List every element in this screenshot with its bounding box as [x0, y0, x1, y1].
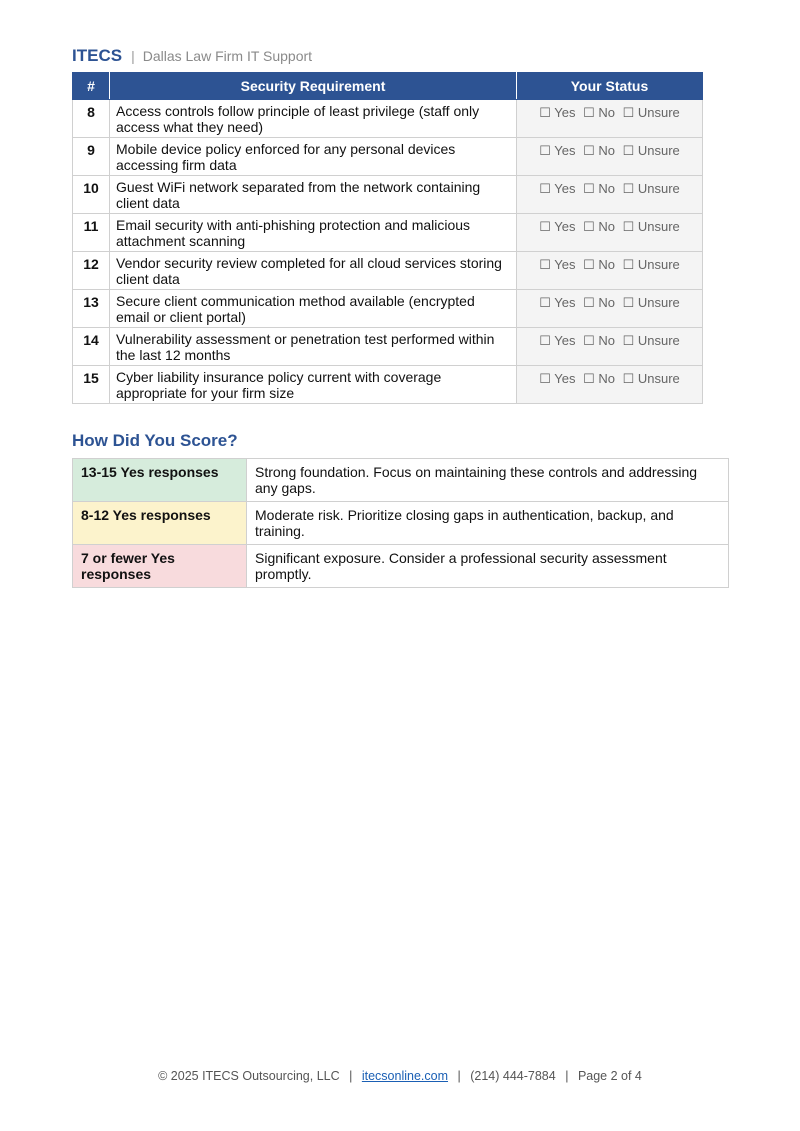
header-separator: | — [131, 48, 135, 64]
checkbox-no[interactable]: ☐ No — [583, 371, 615, 386]
checkbox-no[interactable]: ☐ No — [583, 333, 615, 348]
checkbox-yes[interactable]: ☐ Yes — [539, 295, 576, 310]
column-header-number: # — [73, 73, 110, 100]
status-options — [517, 138, 703, 176]
table-row — [73, 100, 703, 138]
requirement-text: Access controls follow principle of least privilege (staff only access what they need) — [110, 100, 517, 138]
checkbox-yes[interactable]: ☐ Yes — [539, 181, 576, 196]
status-options — [517, 328, 703, 366]
column-header-requirement: Security Requirement — [110, 73, 517, 100]
checkbox-no[interactable]: ☐ No — [583, 143, 615, 158]
page-header — [72, 46, 312, 66]
score-tier-label: 13-15 Yes responses — [73, 459, 247, 502]
table-header-row — [73, 73, 703, 100]
table-row — [73, 366, 703, 404]
table-row — [73, 138, 703, 176]
checkbox-no[interactable]: ☐ No — [583, 257, 615, 272]
checkbox-unsure[interactable]: ☐ Unsure — [622, 181, 680, 196]
page-footer — [0, 1069, 800, 1083]
checkbox-yes[interactable]: ☐ Yes — [539, 257, 576, 272]
checkbox-no[interactable]: ☐ No — [583, 295, 615, 310]
requirement-text: Cyber liability insurance policy current with coverage appropriate for your firm size — [110, 366, 517, 404]
row-number: 8 — [73, 100, 110, 138]
score-tier-description: Moderate risk. Prioritize closing gaps in authentication, backup, and training. — [247, 502, 729, 545]
checkbox-unsure[interactable]: ☐ Unsure — [622, 371, 680, 386]
footer-phone: (214) 444-7884 — [470, 1069, 556, 1083]
footer-website-link[interactable]: itecsonline.com — [361, 1069, 449, 1083]
status-options — [517, 252, 703, 290]
status-options — [517, 176, 703, 214]
score-row-significant — [73, 545, 729, 588]
score-section-title: How Did You Score? — [72, 431, 238, 450]
table-row — [73, 290, 703, 328]
requirement-text: Vulnerability assessment or penetration test performed within the last 12 months — [110, 328, 517, 366]
checkbox-unsure[interactable]: ☐ Unsure — [622, 295, 680, 310]
checkbox-yes[interactable]: ☐ Yes — [539, 143, 576, 158]
checkbox-yes[interactable]: ☐ Yes — [539, 219, 576, 234]
requirement-text: Guest WiFi network separated from the network containing client data — [110, 176, 517, 214]
checkbox-yes[interactable]: ☐ Yes — [539, 333, 576, 348]
row-number: 11 — [73, 214, 110, 252]
checkbox-unsure[interactable]: ☐ Unsure — [622, 257, 680, 272]
score-row-strong — [73, 459, 729, 502]
score-row-moderate — [73, 502, 729, 545]
score-tier-label: 8-12 Yes responses — [73, 502, 247, 545]
requirement-text: Mobile device policy enforced for any personal devices accessing firm data — [110, 138, 517, 176]
footer-page-number: Page 2 of 4 — [577, 1069, 642, 1083]
footer-separator: | — [457, 1069, 461, 1083]
score-tier-description: Strong foundation. Focus on maintaining these controls and addressing any gaps. — [247, 459, 729, 502]
row-number: 13 — [73, 290, 110, 328]
security-checklist-table — [72, 72, 703, 404]
score-tier-description: Significant exposure. Consider a professional security assessment promptly. — [247, 545, 729, 588]
checkbox-unsure[interactable]: ☐ Unsure — [622, 219, 680, 234]
status-options — [517, 366, 703, 404]
column-header-status: Your Status — [517, 73, 703, 100]
checkbox-yes[interactable]: ☐ Yes — [539, 371, 576, 386]
status-options — [517, 214, 703, 252]
table-row — [73, 176, 703, 214]
checkbox-unsure[interactable]: ☐ Unsure — [622, 105, 680, 120]
checkbox-unsure[interactable]: ☐ Unsure — [622, 333, 680, 348]
status-options — [517, 100, 703, 138]
checkbox-no[interactable]: ☐ No — [583, 181, 615, 196]
footer-separator: | — [349, 1069, 353, 1083]
checkbox-no[interactable]: ☐ No — [583, 219, 615, 234]
checkbox-yes[interactable]: ☐ Yes — [539, 105, 576, 120]
table-row — [73, 328, 703, 366]
brand-logo-text: ITECS — [72, 46, 123, 65]
row-number: 14 — [73, 328, 110, 366]
footer-copyright: © 2025 ITECS Outsourcing, LLC — [158, 1069, 340, 1083]
row-number: 12 — [73, 252, 110, 290]
table-row — [73, 214, 703, 252]
score-table — [72, 458, 729, 588]
table-row — [73, 252, 703, 290]
checkbox-unsure[interactable]: ☐ Unsure — [622, 143, 680, 158]
requirement-text: Secure client communication method available (encrypted email or client portal) — [110, 290, 517, 328]
header-tagline: Dallas Law Firm IT Support — [142, 48, 313, 64]
row-number: 15 — [73, 366, 110, 404]
requirement-text: Vendor security review completed for all cloud services storing client data — [110, 252, 517, 290]
status-options — [517, 290, 703, 328]
requirement-text: Email security with anti-phishing protection and malicious attachment scanning — [110, 214, 517, 252]
footer-separator: | — [565, 1069, 569, 1083]
score-tier-label: 7 or fewer Yes responses — [73, 545, 247, 588]
row-number: 10 — [73, 176, 110, 214]
checkbox-no[interactable]: ☐ No — [583, 105, 615, 120]
row-number: 9 — [73, 138, 110, 176]
